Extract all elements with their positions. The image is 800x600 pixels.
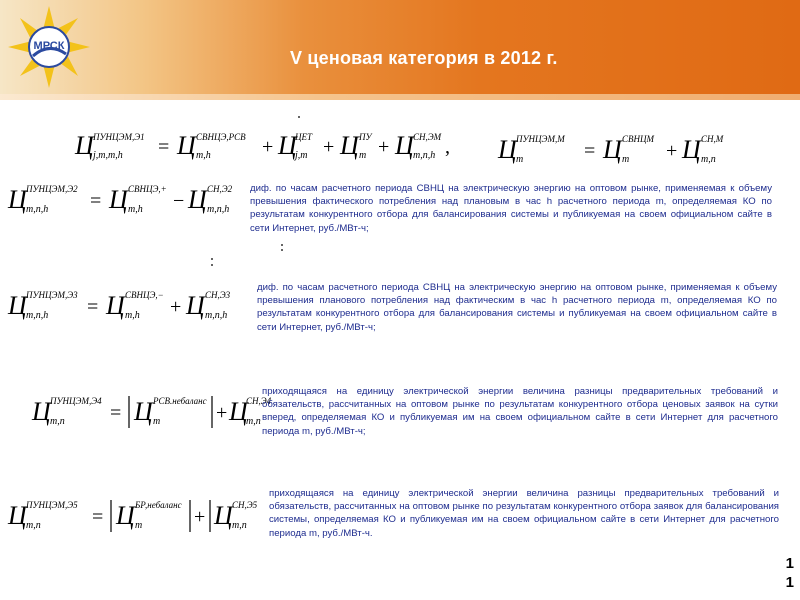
slide-header xyxy=(0,0,800,100)
stray-mark xyxy=(211,264,213,266)
formula-1-svg xyxy=(75,126,455,162)
svg-text:СН,Э5: СН,Э5 xyxy=(232,500,258,510)
stray-mark xyxy=(281,249,283,251)
company-logo xyxy=(6,4,92,90)
description-3: приходящаяся на единицу электрической энергии величина разницы предварительных требований и обязательств, рассчитанных на оптовом рынке по результатам конкурентного отбора ценовых заявок на сутки вперед, определяемая КО и публикуемая им на своем официальном сайте в сети Интернет для расчетного периода m, руб./МВт-ч; xyxy=(262,386,778,437)
svg-text:Ц: Ц xyxy=(8,501,27,530)
svg-text:−: − xyxy=(173,190,185,212)
svg-text:=: = xyxy=(92,506,104,528)
svg-text:СН,ЭМ: СН,ЭМ xyxy=(413,132,442,142)
svg-text:m,n,h: m,n,h xyxy=(207,204,230,215)
svg-text:СВНЦЭ,РСВ: СВНЦЭ,РСВ xyxy=(196,132,246,142)
svg-text:m,n,h: m,n,h xyxy=(26,310,49,321)
svg-text:m,n,h: m,n,h xyxy=(205,310,228,321)
svg-text:m,n: m,n xyxy=(26,520,41,531)
svg-text:Ц: Ц xyxy=(8,291,27,320)
page-number-top: 1 xyxy=(785,555,794,572)
formula-3 xyxy=(8,180,248,222)
svg-text:СН,М: СН,М xyxy=(701,134,724,144)
svg-text:ЦЕТ: ЦЕТ xyxy=(295,132,313,142)
svg-text:Ц: Ц xyxy=(395,131,414,160)
description-2: диф. по часам расчетного периода СВНЦ на электрическую энергию на оптовом рынке, применяемая к объему превышения планового потребления над фактическим в час h расчетного периода m, определяемая КО по результатам конкурентного отбора для балансирования системы и публикуемая на своем официальном сайте в сети Интернет, руб./МВт-ч; xyxy=(257,282,777,333)
svg-text:Ц: Ц xyxy=(682,135,701,164)
formula-4 xyxy=(8,286,248,328)
svg-text:m,n,h: m,n,h xyxy=(26,204,49,215)
svg-text:Ц: Ц xyxy=(278,131,297,160)
svg-text:СН,Э3: СН,Э3 xyxy=(205,290,231,300)
svg-text:Ц: Ц xyxy=(106,291,125,320)
svg-text:+: + xyxy=(262,136,274,158)
svg-text:Ц: Ц xyxy=(109,185,128,214)
formula-5-svg xyxy=(32,392,272,432)
svg-text:ПУНЦЭМ,Э4: ПУНЦЭМ,Э4 xyxy=(50,396,102,406)
svg-text:Ц: Ц xyxy=(177,131,196,160)
svg-text:+: + xyxy=(666,140,678,162)
svg-text:j,m: j,m xyxy=(295,150,308,161)
svg-text:m: m xyxy=(622,154,630,165)
svg-text:m,n: m,n xyxy=(232,520,247,531)
svg-text:+: + xyxy=(323,136,335,158)
formula-1 xyxy=(75,126,455,168)
svg-text:ПУНЦЭМ,Э1: ПУНЦЭМ,Э1 xyxy=(93,132,145,142)
svg-text:ПУНЦЭМ,М: ПУНЦЭМ,М xyxy=(516,134,565,144)
formula-4-svg xyxy=(8,286,248,322)
formula-2 xyxy=(498,130,738,172)
svg-text:m,n: m,n xyxy=(50,416,65,427)
svg-text:m,n,h: m,n,h xyxy=(413,150,436,161)
svg-text:m,h: m,h xyxy=(128,204,143,215)
formula-6 xyxy=(8,496,258,542)
svg-text:ПУ: ПУ xyxy=(359,132,372,142)
page-number-bottom: 1 xyxy=(785,574,794,591)
svg-text:СВНЦЭ,+: СВНЦЭ,+ xyxy=(128,184,167,194)
logo-text: МРСК xyxy=(33,40,65,52)
svg-text:Ц: Ц xyxy=(340,131,359,160)
svg-text:ПУНЦЭМ,Э2: ПУНЦЭМ,Э2 xyxy=(26,184,78,194)
svg-text:=: = xyxy=(158,136,170,158)
svg-text:=: = xyxy=(87,296,99,318)
svg-text:Ц: Ц xyxy=(498,135,517,164)
stray-mark xyxy=(211,258,213,260)
svg-text:m: m xyxy=(359,150,367,161)
svg-text:ПУНЦЭМ,Э5: ПУНЦЭМ,Э5 xyxy=(26,500,78,510)
svg-text:m,n: m,n xyxy=(246,416,261,427)
svg-text:БР,небаланс: БР,небаланс xyxy=(135,500,182,510)
svg-text:Ц: Ц xyxy=(75,131,94,160)
formula-3-svg xyxy=(8,180,248,216)
formula-5 xyxy=(32,392,272,438)
svg-text:m,h: m,h xyxy=(125,310,140,321)
svg-text:РСВ.небаланс: РСВ.небаланс xyxy=(153,396,207,406)
svg-text:Ц: Ц xyxy=(188,185,207,214)
svg-text:,: , xyxy=(445,136,450,158)
stray-mark xyxy=(298,116,300,118)
svg-text:Ц: Ц xyxy=(8,185,27,214)
svg-text:Ц: Ц xyxy=(214,501,233,530)
svg-text:Ц: Ц xyxy=(134,397,153,426)
description-4: приходящаяся на единицу электрической энергии величина разницы предварительных требований и обязательств, рассчитанных на оптовом рынке по результатам конкурентного отбора заявок для балансирования системы, определяемая КО и публикуемая им на своем официальном сайте в сети Интернет для расчетного периода m, руб./МВт-ч. xyxy=(269,488,779,539)
svg-text:Ц: Ц xyxy=(32,397,51,426)
svg-text:+: + xyxy=(170,296,182,318)
stray-mark xyxy=(281,244,283,246)
svg-text:m: m xyxy=(516,154,524,165)
svg-text:ПУНЦЭМ,Э3: ПУНЦЭМ,Э3 xyxy=(26,290,78,300)
svg-text:Ц: Ц xyxy=(229,397,248,426)
svg-text:j,m,m,h: j,m,m,h xyxy=(93,150,123,161)
svg-text:СВНЦМ: СВНЦМ xyxy=(622,134,654,144)
svg-text:=: = xyxy=(90,190,102,212)
svg-text:m: m xyxy=(135,520,143,531)
svg-text:Ц: Ц xyxy=(603,135,622,164)
svg-text:СВНЦЭ,−: СВНЦЭ,− xyxy=(125,290,164,300)
description-1: диф. по часам расчетного периода СВНЦ на электрическую энергию на оптовом рынке, применяемая к объему превышения фактического потребления над плановым в час h расчетного периода m, определяемая КО по результатам конкурентного отбора для балансирования системы и публикуемая на своем официальном сайте в сети Интернет, руб./МВт-ч; xyxy=(250,183,772,234)
svg-text:m,h: m,h xyxy=(196,150,211,161)
svg-text:СН,Э4: СН,Э4 xyxy=(246,396,272,406)
svg-text:Ц: Ц xyxy=(116,501,135,530)
formula-6-svg xyxy=(8,496,258,536)
svg-text:Ц: Ц xyxy=(186,291,205,320)
svg-text:СН,Э2: СН,Э2 xyxy=(207,184,233,194)
svg-text:=: = xyxy=(584,140,596,162)
formula-2-svg xyxy=(498,130,738,166)
svg-text:+: + xyxy=(194,506,206,528)
page-title: V ценовая категория в 2012 г. xyxy=(290,48,558,68)
svg-text:+: + xyxy=(378,136,390,158)
svg-text:+: + xyxy=(216,402,228,424)
svg-text:=: = xyxy=(110,402,122,424)
svg-text:m,n: m,n xyxy=(701,154,716,165)
svg-text:m: m xyxy=(153,416,161,427)
